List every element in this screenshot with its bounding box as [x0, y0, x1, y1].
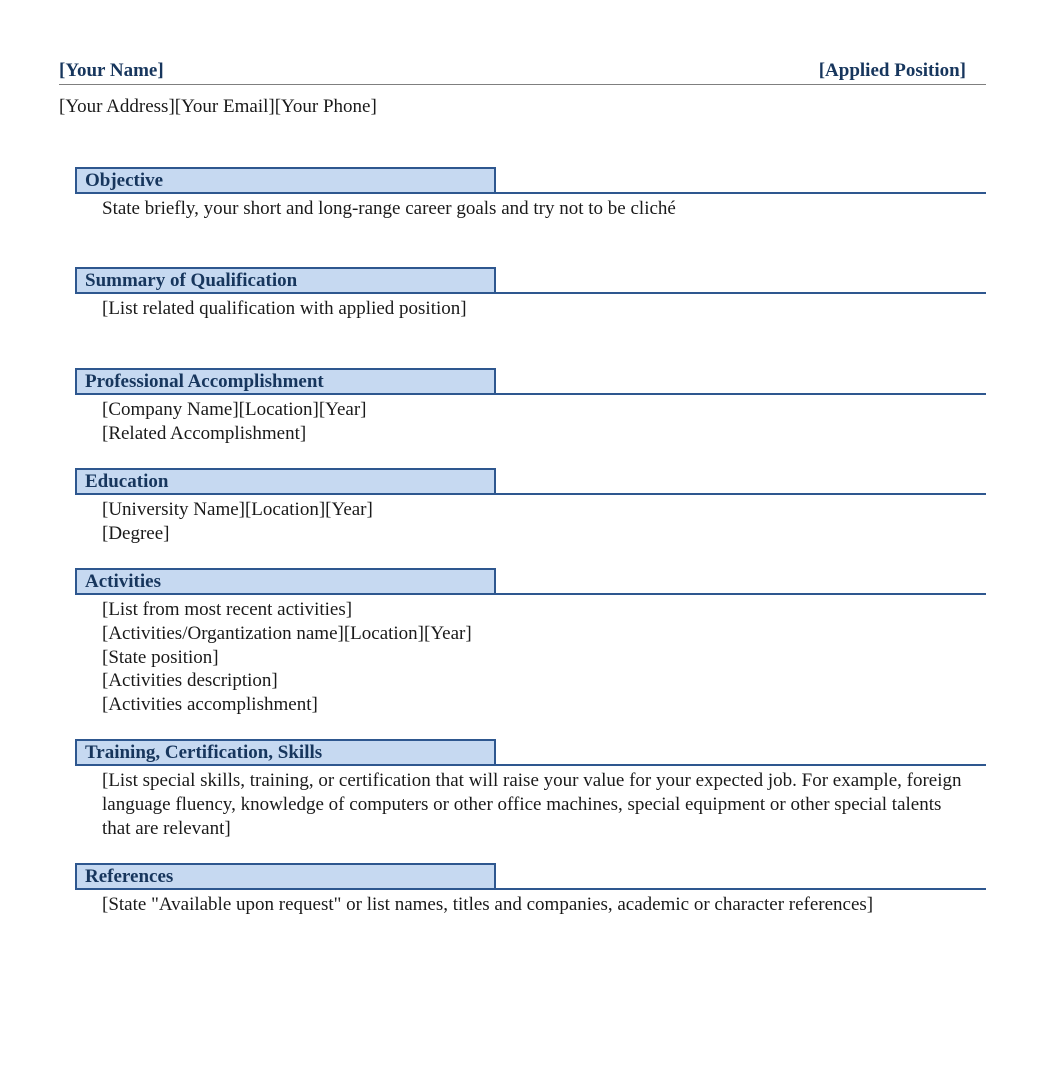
- section-body: [102, 893, 986, 917]
- section-header: [75, 267, 986, 293]
- contact-line: [59, 96, 377, 118]
- your-name: [Your Name]: [59, 60, 164, 81]
- section-header: [75, 739, 986, 765]
- section-body: [102, 197, 986, 221]
- section-header: [75, 368, 986, 394]
- section-title: References: [85, 866, 174, 887]
- body-line: [List related qualification with applied position]: [102, 298, 467, 319]
- body-line: [Activities accomplishment]: [102, 694, 318, 716]
- section-rule: [75, 292, 986, 294]
- contact-email: [Your Email]: [174, 96, 275, 117]
- section-activities: [75, 568, 986, 717]
- section-body: [102, 297, 986, 321]
- section-title: Summary of Qualification: [85, 270, 298, 291]
- section-header: [75, 863, 986, 889]
- section-title: Professional Accomplishment: [85, 371, 324, 392]
- section-body: [102, 769, 986, 840]
- section-header: [75, 167, 986, 193]
- section-title: Objective: [85, 170, 164, 191]
- body-line: [Related Accomplishment]: [102, 422, 307, 444]
- body-paragraph: [List special skills, training, or certification that will raise your value for your expected job. For example, foreign language fluency, knowledge of computers or other office machines, special equipment or other special talents that are relevant]: [102, 770, 962, 839]
- applied-position: [Applied Position]: [818, 60, 966, 81]
- section-header: [75, 468, 986, 494]
- section-summary: [75, 267, 986, 321]
- section-rule: [75, 888, 986, 890]
- section-education: [75, 468, 986, 546]
- contact-address: [Your Address]: [59, 96, 175, 117]
- body-line: [State "Available upon request" or list names, titles and companies, academic or character references]: [102, 894, 874, 915]
- section-training: [75, 739, 986, 840]
- section-title: Training, Certification, Skills: [85, 742, 323, 763]
- section-rule: [75, 192, 986, 194]
- body-line: [Activities description]: [102, 670, 278, 692]
- section-header: [75, 568, 986, 594]
- body-line: State briefly, your short and long-range career goals and try not to be cliché: [102, 198, 676, 219]
- body-line: [List from most recent activities]: [102, 599, 353, 620]
- section-title: Activities: [85, 571, 161, 592]
- body-line: [Company Name][Location][Year]: [102, 399, 367, 420]
- section-body: [102, 598, 986, 717]
- section-title: Education: [85, 471, 169, 492]
- body-line: [State position]: [102, 646, 219, 668]
- body-line: [University Name][Location][Year]: [102, 499, 373, 520]
- section-professional: [75, 368, 986, 446]
- section-rule: [75, 764, 986, 766]
- section-references: [75, 863, 986, 917]
- section-body: [102, 498, 986, 546]
- section-rule: [75, 593, 986, 595]
- body-line: [Activities/Organtization name][Location][Year]: [102, 622, 472, 644]
- section-rule: [75, 393, 986, 395]
- section-rule: [75, 493, 986, 495]
- resume-header: [59, 58, 986, 85]
- section-body: [102, 398, 986, 446]
- contact-phone: [Your Phone]: [274, 96, 377, 117]
- section-objective: [75, 167, 986, 221]
- body-line: [Degree]: [102, 522, 170, 544]
